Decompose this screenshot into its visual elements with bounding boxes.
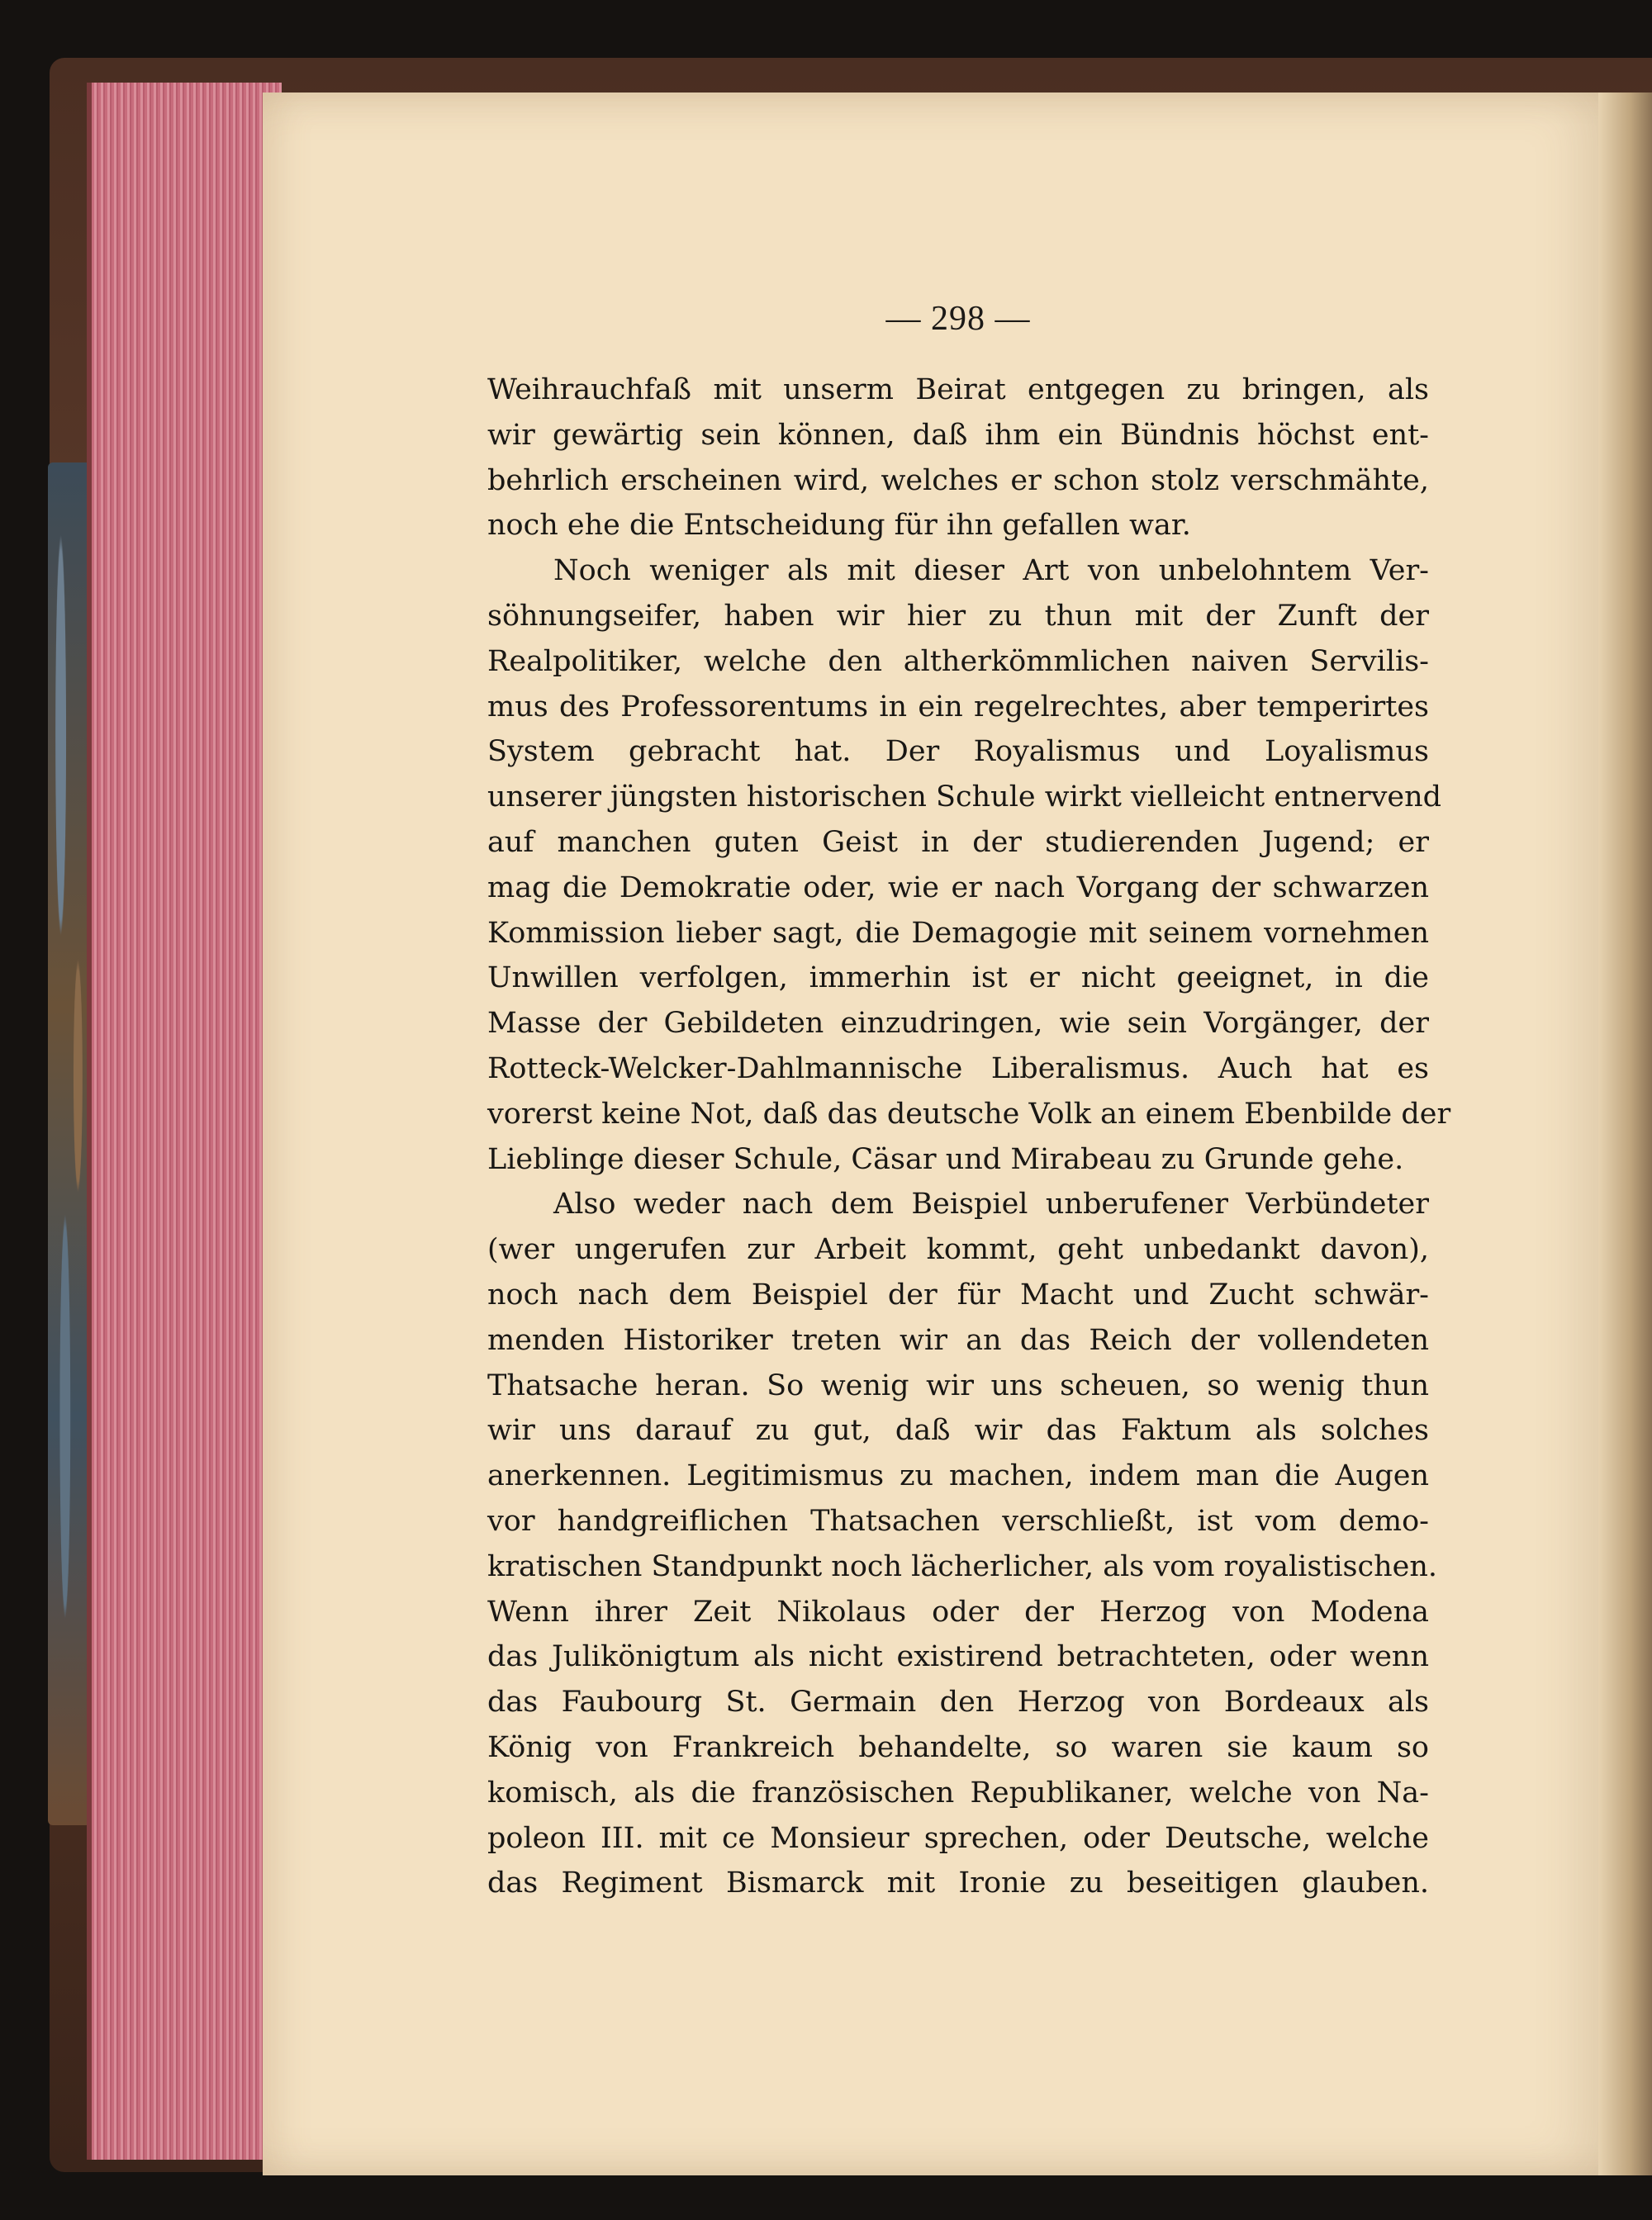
text-line: König von Frankreich behandelte, so waren sie kaum so [487, 1730, 1429, 1764]
text-line: kratischen Standpunkt noch lächerlicher, als vom royalistischen. [487, 1549, 1438, 1583]
text-line: das Faubourg St. Germain den Herzog von Bordeaux als [487, 1686, 1429, 1720]
text-line: anerkennen. Legitimismus zu machen, indem man die Augen [487, 1459, 1429, 1493]
text-line: söhnungseifer, haben wir hier zu thun mit der Zunft der [487, 599, 1429, 633]
text-line: das Regiment Bismarck mit Ironie zu beseitigen glauben. [487, 1867, 1429, 1900]
body-text [487, 368, 1451, 1906]
text-line: mag die Demokratie oder, wie er nach Vorgang der schwarzen [487, 870, 1429, 904]
text-line: Masse der Gebildeten einzudringen, wie sein Vorgänger, der [487, 1007, 1429, 1041]
text-line: wir gewärtig sein können, daß ihm ein Bündnis höchst ent- [487, 418, 1429, 452]
text-line: Unwillen verfolgen, immerhin ist er nicht geeignet, in die [487, 961, 1429, 995]
text-line: menden Historiker treten wir an das Reich der vollendeten [487, 1323, 1429, 1357]
text-line: mus des Professorentums in ein regelrechtes, aber temperirtes [487, 690, 1429, 723]
text-line: Lieblinge dieser Schule, Cäsar und Mirabeau zu Grunde gehe. [487, 1142, 1404, 1176]
text-line: unserer jüngsten historischen Schule wirkt vielleicht entnervend [487, 780, 1442, 814]
text-line: Realpolitiker, welche den altherkömmlichen naiven Servilis- [487, 644, 1429, 678]
text-line: System gebracht hat. Der Royalismus und Loyalismus [487, 735, 1429, 769]
text-line: noch nach dem Beispiel der für Macht und Zucht schwär- [487, 1278, 1429, 1312]
text-line: Kommission lieber sagt, die Demagogie mit seinem vornehmen [487, 916, 1429, 950]
text-line: behrlich erscheinen wird, welches er schon stolz verschmähte, [487, 463, 1429, 497]
text-line: wir uns darauf zu gut, daß wir das Faktum als solches [487, 1414, 1429, 1448]
text-line: noch ehe die Entscheidung für ihn gefallen war. [487, 509, 1191, 543]
marbled-endpaper [48, 462, 91, 1825]
text-line: auf manchen guten Geist in der studierenden Jugend; er [487, 825, 1429, 859]
text-line: (wer ungerufen zur Arbeit kommt, geht unbedankt davon), [487, 1233, 1429, 1267]
text-line: poleon III. mit ce Monsieur sprechen, oder Deutsche, welche [487, 1821, 1429, 1855]
text-line: Rotteck-Welcker-Dahlmannische Liberalismus. Auch hat es [487, 1051, 1429, 1085]
page-number: — 298 — [885, 300, 1031, 338]
text-line: Also weder nach dem Beispiel unberufener Verbündeter [553, 1188, 1429, 1221]
text-line: komisch, als die französischen Republikaner, welche von Na- [487, 1776, 1429, 1810]
text-line: das Julikönigtum als nicht existirend betrachteten, oder wenn [487, 1640, 1429, 1674]
page-gutter [1598, 92, 1652, 2175]
text-line: Noch weniger als mit dieser Art von unbelohntem Ver- [553, 554, 1429, 588]
text-line: vor handgreiflichen Thatsachen verschließt, ist vom demo- [487, 1504, 1429, 1538]
text-line: vorerst keine Not, daß das deutsche Volk an einem Ebenbilde der [487, 1097, 1451, 1131]
text-line: Wenn ihrer Zeit Nikolaus oder der Herzog von Modena [487, 1595, 1429, 1629]
text-line: Thatsache heran. So wenig wir uns scheuen, so wenig thun [487, 1369, 1429, 1402]
text-line: Weihrauchfaß mit unserm Beirat entgegen zu bringen, als [487, 373, 1429, 406]
page-edges [87, 83, 282, 2160]
